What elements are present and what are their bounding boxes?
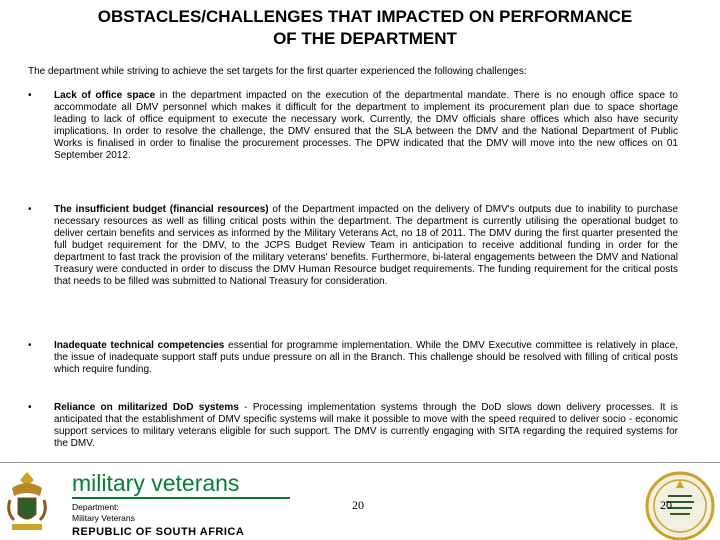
intro-text: The department while striving to achieve the set targets for the first quarter experienced the following challenges: [28,66,527,77]
bullet-dot: • [28,402,32,413]
brand-name: military veterans [72,470,240,496]
bullet-lead: Reliance on militarized DoD systems [54,402,239,413]
bullet-text: essential for programme implementation. While the DMV Executive committee is relatively in place, the issue of inadequate support staff puts undue pressure on all in the Branch. This challenge should be resolved with filling of critical posts which require funding. [54,340,678,375]
country-label: REPUBLIC OF SOUTH AFRICA [72,526,245,538]
brand-underline [72,497,290,499]
bullet-lead: Lack of office space [54,90,156,101]
bullet-item [28,204,678,288]
footer-divider [0,462,720,463]
department-line-1: Department: [72,502,119,512]
bullet-dot: • [28,340,32,351]
page-number: 20 [352,498,364,512]
bullet-text: - Processing implementation systems through the DoD slows down delivery processes. It is anticipated that the establishment of DMV specific systems will make it possible to move with the speed required to deliver socio - economic support services to military veterans eligible for such support. The DMV is currently engaging with SITA regarding the required systems for the DMV. [54,402,678,449]
page-number-overlay: 20 [660,498,672,512]
bullet-dot: • [28,90,32,101]
bullet-lead: The insufficient budget (financial resources) [54,204,269,215]
bullet-text: of the Department impacted on the delivery of DMV's outputs due to inability to purchase necessary resources as well as filling critical posts within the department. The department is currently utilising the operational budget to deliver certain benefits and services as informed by the Military Veterans Act, no 18 of 2011. The DMV during the first quarter presented the full budget requirement for the DMV, to the JCPS Budget Review Team in anticipation to receive additional funding in order for the department to fast track the provision of the military veterans' benefits. Furthermore, bi-lateral engagements between the DMV and National Treasury were conducted in order to discuss the DMV Human Resource budget requirements. The funding requirement for the critical posts that needs to be filled was submitted to National Treasury for consideration. [54,204,678,287]
bullet-item [28,402,678,450]
title-line-2: OF THE DEPARTMENT [273,29,457,48]
bullet-lead: Inadequate technical competencies [54,340,225,351]
department-label [72,502,135,524]
bullet-text: in the department impacted on the execution of the departmental mandate. There is no enough office space to accommodate all DMV personnel which makes it difficult for the department to implement its procurement plan due to space shortage leading to lack of office equipment to execute the necessary work. Currently, the DMV officials share offices which also have security implications. In order to resolve the challenge, the DMV ensured that the SLA between the DMV and the National Department of Public Works is finalised in order to finalise the procurement processes. The DPW indicated that the DMV will move into the new offices on 01 September 2012. [54,90,678,161]
department-line-2: Military Veterans [72,513,135,523]
coat-of-arms-icon [4,468,50,536]
title-line-1: OBSTACLES/CHALLENGES THAT IMPACTED ON PERFORMANCE [97,7,633,26]
bullet-item [28,340,678,376]
slide-title [20,6,710,50]
military-veterans-emblem-icon [640,466,716,540]
bullet-dot: • [28,204,32,215]
bullet-item [28,90,678,162]
